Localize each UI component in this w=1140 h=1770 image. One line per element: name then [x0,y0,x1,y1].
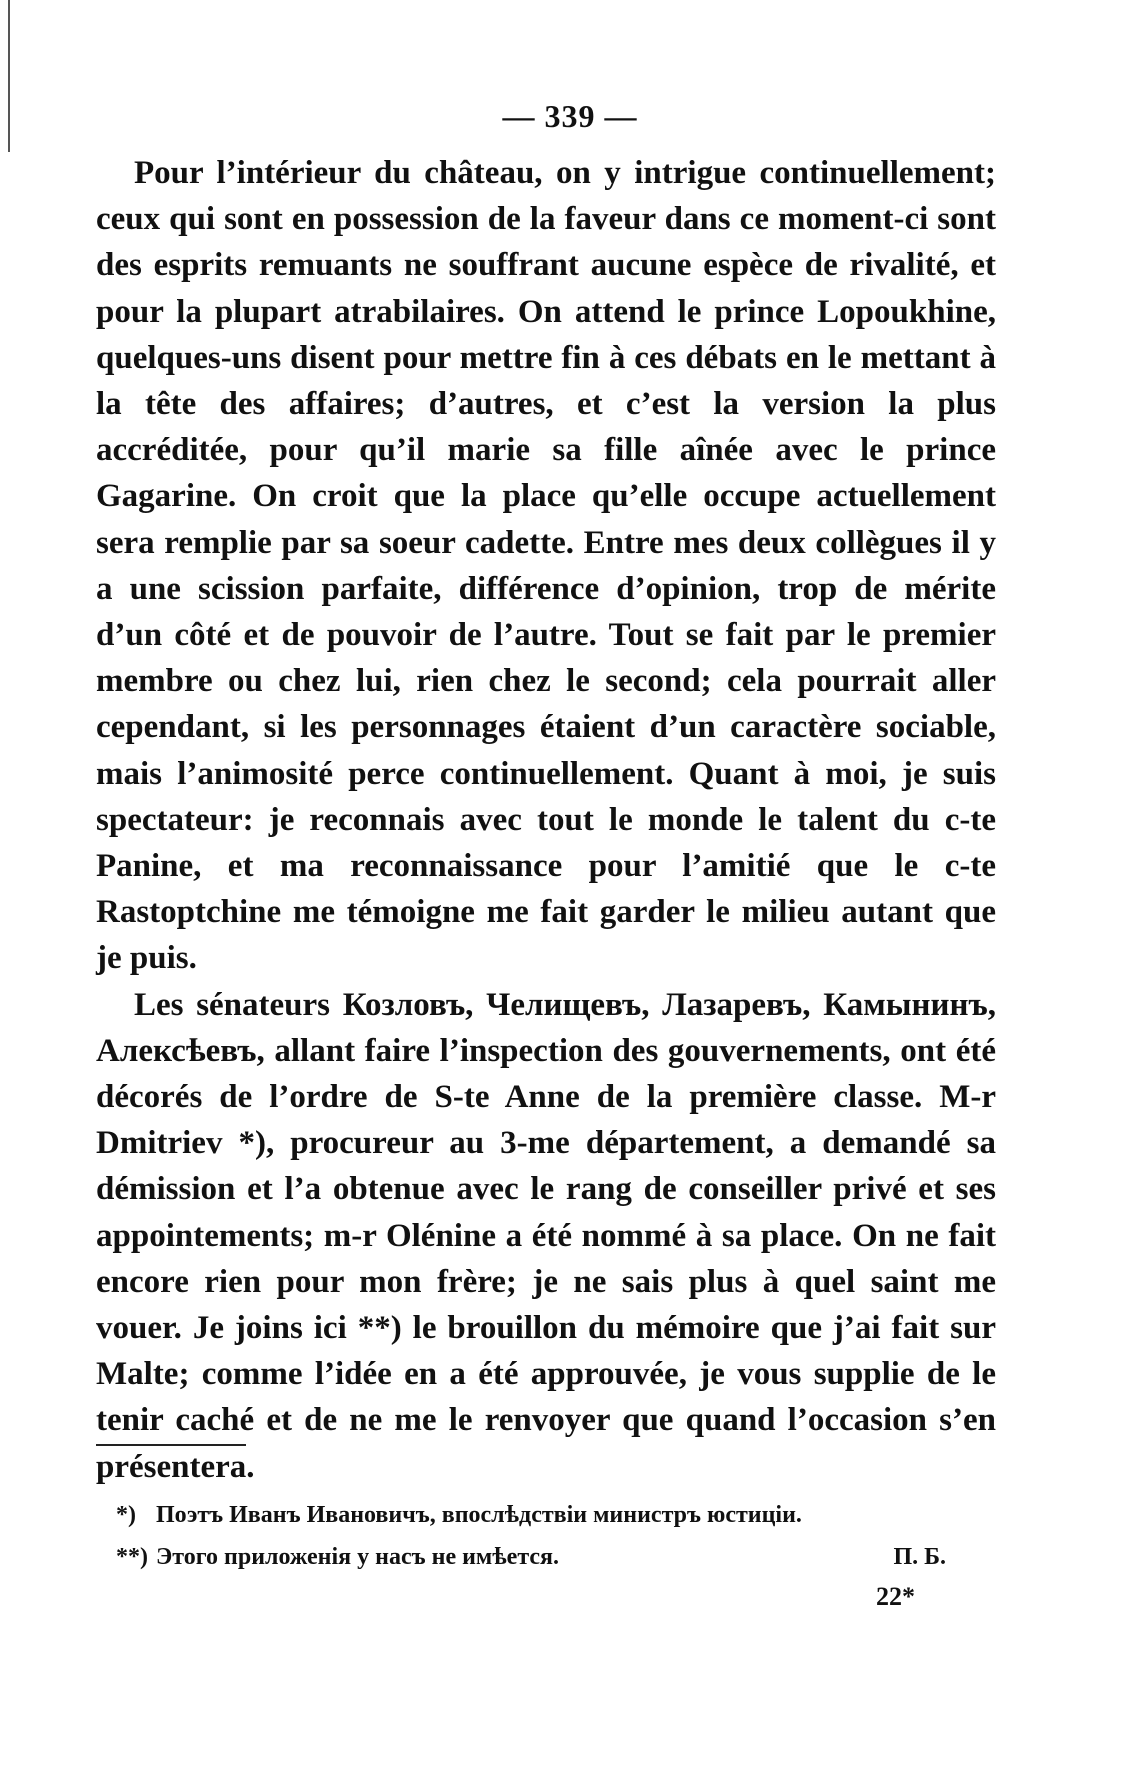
footnote-1 [116,1494,946,1536]
footnote-2-mark: **) [116,1544,148,1570]
footnote-1-text: Поэтъ Иванъ Ивановичъ, впослѣдствіи министръ юстиціи. [156,1502,802,1528]
footnote-2 [116,1536,946,1578]
paragraph-2: Les sénateurs Козловъ, Челищевъ, Лазаревъ, Камынинъ, Алексѣевъ, allant faire l’inspection des gouvernements, ont été décorés de l’ordre de S-te Anne de la première classe. M-r Dmitriev *), procureur au 3-me département, a demandé sa démission et l’a obtenue avec le rang de conseiller privé et ses appointements; m-r Olénine a été nommé à sa place. On ne fait encore rien pour mon frère; je ne sais plus à quel saint me vouer. Je joins ici **) le brouillon du mémoire que j’ai fait sur Malte; comme l’idée en a été approuvée, je vous supplie de le tenir caché et de ne me le renvoyer que quand l’occasion s’en présentera. [96,986,996,1485]
footnote-separator [96,1444,246,1446]
footnote-1-mark: *) [116,1502,136,1528]
footnote-initials: П. Б. [893,1544,946,1570]
signature-mark: 22* [876,1582,915,1611]
footnotes [116,1494,946,1578]
paragraph-1: Pour l’intérieur du château, on y intrigue continuellement; ceux qui sont en possession de la faveur dans ce moment-ci sont des esprits remuants ne souffrant aucune espèce de rivalité, et pour la plupart atrabilaires. On attend le prince Lopoukhine, quelques-uns disent pour mettre fin à ces débats en le mettant à la tête des affaires; d’autres, et c’est la version la plus accréditée, pour qu’il marie sa fille aînée avec le prince Gagarine. On croit que la place qu’elle occupe actuellement sera remplie par sa soeur cadette. Entre mes deux collègues il y a une scission parfaite, différence d’opinion, trop de mérite d’un côté et de pouvoir de l’autre. Tout se fait par le premier membre ou chez lui, rien chez le second; cela pourrait aller cependant, si les personnages étaient d’un caractère sociable, mais l’animosité perce continuellement. Quant à moi, je suis spectateur: je reconnais avec tout le monde le talent du c-te Panine, et ma reconnaissance pour l’amitié que le c-te Rastoptchine me témoigne me fait garder le milieu autant que je puis. [96,155,996,977]
footnote-2-text: Этого приложенія у насъ не имѣется. [156,1544,560,1570]
page-number: — 339 — [502,98,638,134]
body-text [96,150,996,1490]
